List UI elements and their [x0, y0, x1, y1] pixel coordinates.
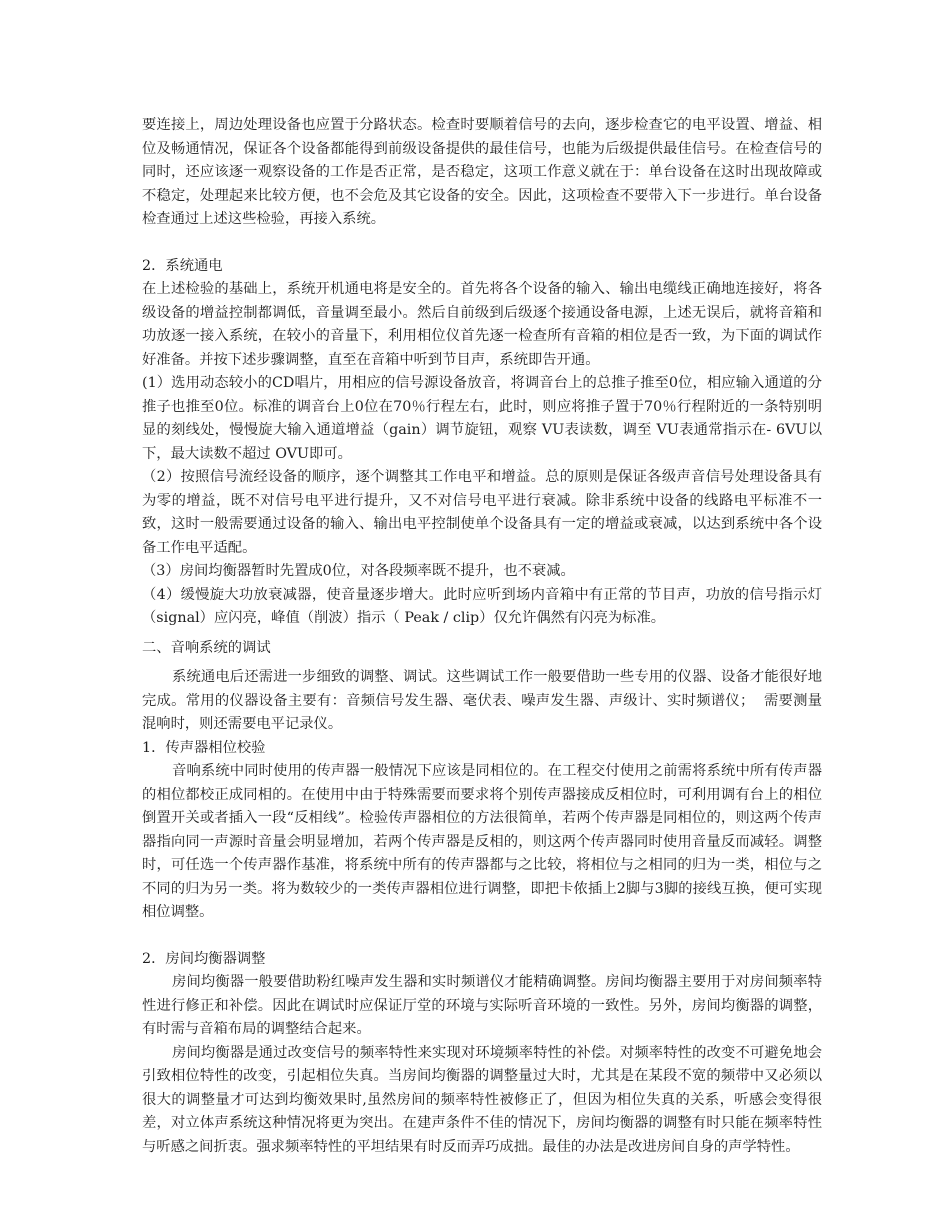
step-1: (1）选用动态较小的CD唱片，用相应的信号源设备放音，将调音台上的总推子推至0位，相应输入通道的分推子也推至0位。标准的调音台上0位在70％行程左右，此时，则应将推子置于70％行程附近的一条特别明显的刻线处，慢慢旋大输入通道增益（gain）调节旋钮，观察 VU表读数，调至 VU表通常指示在- 6VU以下，最大读数不超过 OVU即可。	[142, 375, 822, 462]
paragraph-tuning-intro: 系统通电后还需进一步细致的调整、调试。这些调试工作一般要借助一些专用的仪器、设备才能很好地完成。常用的仪器设备主要有：音频信号发生器、毫伏表、噪声发生器、声级计、实时频谱仪； 需要测量混响时，则还需要电平记录仪。	[142, 669, 822, 732]
spacer	[142, 232, 822, 255]
step-2: （2）按照信号流经设备的顺序，逐个调整其工作电平和增益。总的原则是保证各级声音信号处理设备具有为零的增益，既不对信号电平进行提升，又不对信号电平进行衰减。除非系统中设备的线路电平标准不一致，这时一般需要通过设备的输入、输出电平控制使单个设备具有一定的增益或衰减，以达到系统中各个设备工作电平适配。	[142, 469, 822, 556]
paragraph-power-on: 在上述检验的基础上，系统开机通电将是安全的。首先将各个设备的输入、输出电缆线正确地连接好，将各级设备的增益控制都调低，音量调至最小。然后自前级到后级逐个接通设备电源，上述无误后，就将音箱和功放逐一接入系统，在较小的音量下，利用相位仪首先逐一检查所有音箱的相位是否一致，为下面的调试作好准备。并按下述步骤调整，直至在音箱中听到节目声，系统即告开通。	[142, 281, 822, 368]
paragraph-signal-check: 要连接上，周边处理设备也应置于分路状态。检查时要顺着信号的去向，逐步检查它的电平设置、增益、相位及畅通情况，保证各个设备都能得到前级设备提供的最佳信号，也能为后级提供最佳信号。在检查信号的同时，还应该逐一观察设备的工作是否正常，是否稳定，这项工作意义就在于：单台设备在这时出现故障或不稳定，处理起来比较方便，也不会危及其它设备的安全。因此，这项检查不要带入下一步进行。单台设备检查通过上述这些检验，再接入系统。	[142, 117, 822, 227]
heading-mic-phase: 1．传声器相位校验	[142, 739, 266, 756]
paragraph-mic-phase: 音响系统中同时使用的传声器一般情况下应该是同相位的。在工程交付使用之前需将系统中所有传声器的相位都校正成同相的。在使用中由于特殊需要而要求将个别传声器接成反相位时，可利用调有台上的相位倒置开关或者插入一段“反相线”。检验传声器相位的方法很简单，若两个传声器是同相位的，则这两个传声器指向同一声源时音量会明显增加，若两个传声器是反相的，则这两个传声器同时使用音量反而减轻。调整时，可任选一个传声器作基准，将系统中所有的传声器都与之比较，将相位与之相同的归为一类，相位与之不同的归为另一类。将为数较少的一类传声器相位进行调整，即把卡侬插上2脚与3脚的接线互换，便可实现相位调整。	[142, 763, 822, 920]
step-4: （4）缓慢旋大功放衰减器，使音量逐步增大。此时应听到场内音箱中有正常的节目声，功放的信号指示灯（signal）应闪亮，峰值（削波）指示（ Peak / clip）仅允许偶然有闪亮为标准。	[142, 586, 822, 626]
document-page	[142, 114, 822, 1159]
spacer	[142, 925, 822, 948]
section-heading-tuning: 二、音响系统的调试	[142, 639, 271, 656]
step-3: （3）房间均衡器暂时先置成0位，对各段频率既不提升，也不衰减。	[142, 563, 575, 579]
paragraph-room-eq-2: 房间均衡器是通过改变信号的频率特性来实现对环境频率特性的补偿。对频率特性的改变不可避免地会引致相位特性的改变，引起相位失真。当房间均衡器的调整量过大时，尤其是在某段不宽的频带中又必须以很大的调整量才可达到均衡效果时,虽然房间的频率特性被修正了，但因为相位失真的关系，听感会变得很差，对立体声系统这种情况将更为突出。在建声条件不佳的情况下，房间均衡器的调整有时只能在频率特性与听感之间折衷。强求频率特性的平坦结果有时反而弄巧成拙。最佳的办法是改进房间自身的声学特性。	[142, 1044, 822, 1155]
heading-system-power-on: 2．系统通电	[142, 257, 223, 274]
heading-room-eq: 2．房间均衡器调整	[142, 950, 266, 967]
paragraph-room-eq-1: 房间均衡器一般要借助粉红噪声发生器和实时频谱仪才能精确调整。房间均衡器主要用于对房间频率特性进行修正和补偿。因此在调试时应保证厅堂的环境与实际听音环境的一致性。另外，房间均衡器的调整，有时需与音箱布局的调整结合起来。	[142, 974, 822, 1037]
